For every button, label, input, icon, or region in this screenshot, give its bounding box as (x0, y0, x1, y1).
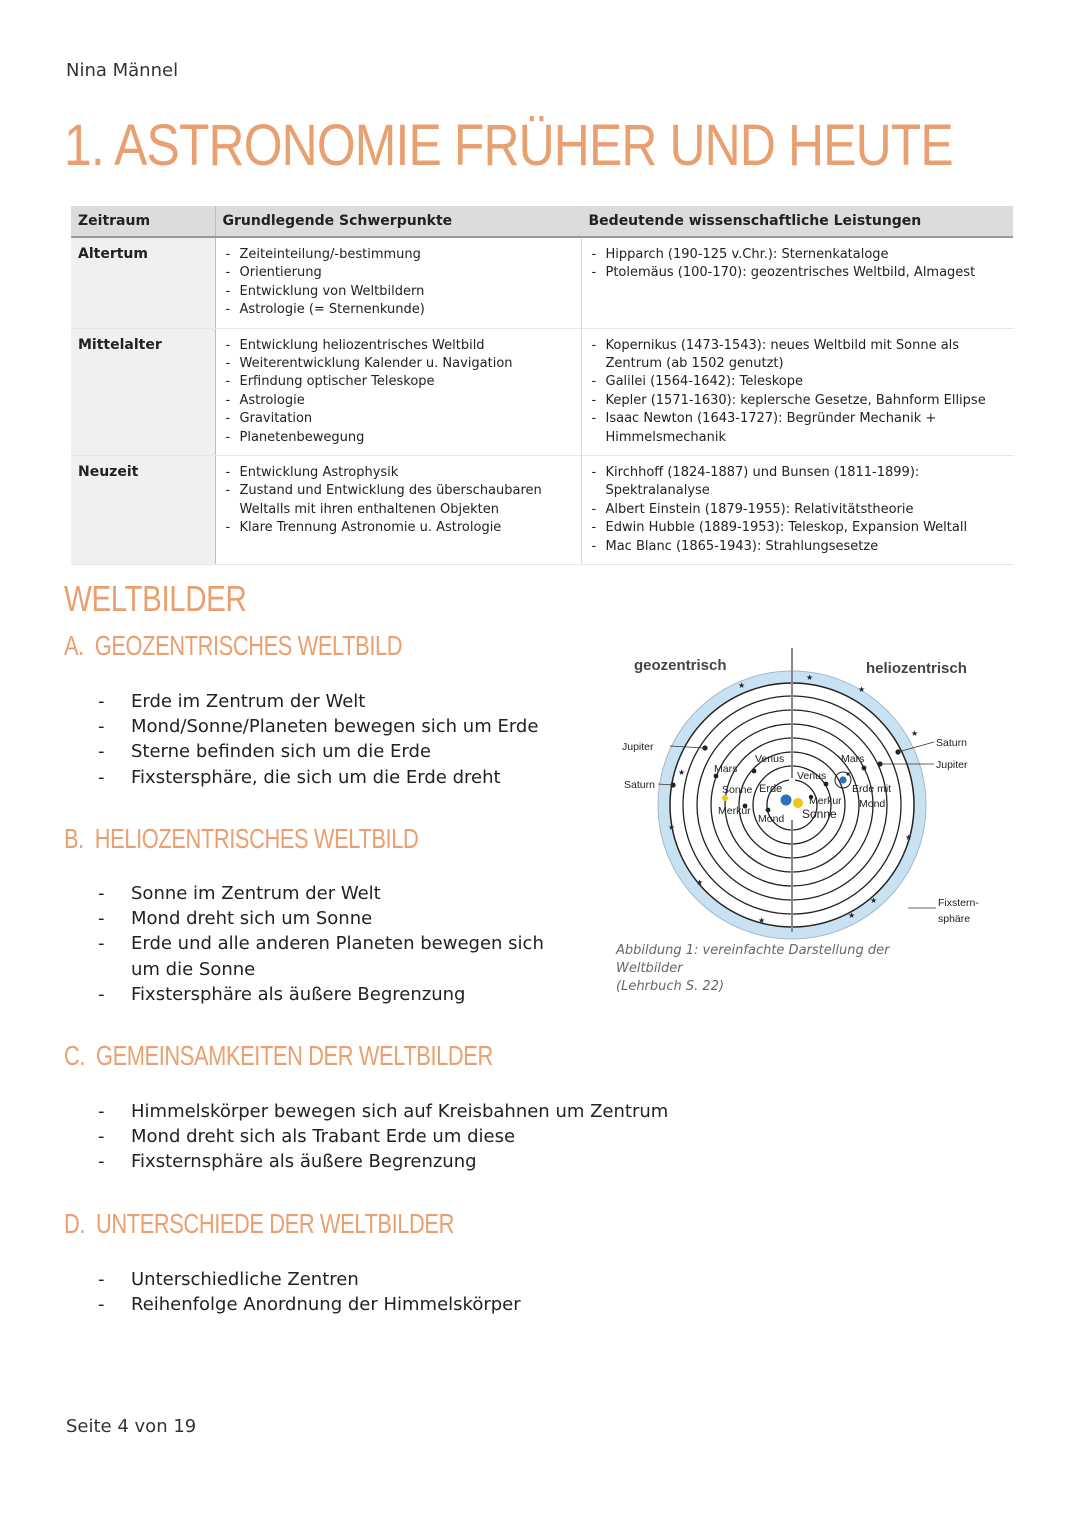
achievements-cell (581, 456, 1013, 565)
star-icon: ★ (758, 916, 766, 925)
list-item: - Unterschiedliche Zentren (96, 1267, 521, 1292)
list-item: - Himmelskörper bewegen sich auf Kreisbahnen um Zentrum (96, 1099, 668, 1124)
star-icon: ★ (858, 685, 866, 694)
star-icon: ★ (696, 878, 704, 887)
list-item: - Zeiteinteilung/-bestimmung (223, 246, 574, 264)
list-item: - Erfindung optischer Teleskope (223, 373, 574, 391)
list-item: - Entwicklung heliozentrisches Weltbild (223, 337, 574, 355)
list-item: - Fixstersphäre als äußere Begrenzung (96, 982, 566, 1007)
helio-label-mond: Mond (859, 798, 886, 810)
author-name: Nina Männel (66, 60, 179, 81)
helio-label-fixstern-line2: sphäre (938, 913, 971, 925)
subheading-text: GEOZENTRISCHES WELTBILD (94, 630, 403, 661)
list-item: - Hipparch (190-125 v.Chr.): Sternenkataloge (589, 246, 1007, 264)
list-item: - Erde im Zentrum der Welt (96, 689, 538, 714)
list-item: - Gravitation (223, 410, 574, 428)
list-item: - Mond dreht sich um Sonne (96, 906, 566, 931)
subheading-heliocentric (64, 823, 418, 855)
geocentric-list (96, 689, 538, 790)
focus-cell (215, 456, 581, 565)
geo-label-jupiter: Jupiter (622, 741, 654, 753)
subheading-text: UNTERSCHIEDE DER WELTBILDER (95, 1208, 454, 1239)
column-header-period: Zeitraum (71, 206, 215, 237)
subheading-letter: B. (64, 823, 84, 854)
star-icon: ★ (806, 673, 814, 682)
geo-label-sonne: Sonne (722, 784, 753, 796)
star-icon: ★ (905, 833, 913, 842)
column-header-focus: Grundlegende Schwerpunkte (215, 206, 581, 237)
differences-list (96, 1267, 521, 1317)
star-icon: ★ (678, 768, 686, 777)
astronomy-epochs-table (71, 206, 1013, 565)
star-icon: ★ (870, 896, 878, 905)
label-heliocentric: heliozentrisch (866, 660, 967, 677)
subheading-text: GEMEINSAMKEITEN DER WELTBILDER (95, 1040, 493, 1071)
helio-label-jupiter: Jupiter (936, 759, 968, 771)
list-item: - Kopernikus (1473-1543): neues Weltbild mit Sonne als Zentrum (ab 1502 genutzt) (589, 337, 1007, 374)
worldview-diagram (612, 640, 1012, 940)
list-item: - Edwin Hubble (1889-1953): Teleskop, Expansion Weltall (589, 519, 1007, 537)
label-geocentric: geozentrisch (634, 657, 727, 674)
list-item: - Mond/Sonne/Planeten bewegen sich um Erde (96, 714, 538, 739)
table-header-row (71, 206, 1013, 237)
helio-label-sonne: Sonne (802, 807, 837, 821)
geo-label-saturn: Saturn (624, 779, 655, 791)
list-item: - Astrologie (= Sternenkunde) (223, 301, 574, 319)
subheading-commonalities (64, 1040, 493, 1072)
helio-label-merkur: Merkur (809, 795, 842, 807)
list-item: - Fixstersphäre, die sich um die Erde dreht (96, 765, 538, 790)
geo-earth-dot (781, 795, 792, 806)
list-item: - Entwicklung von Weltbildern (223, 283, 574, 301)
focus-cell (215, 328, 581, 455)
subheading-letter: D. (64, 1208, 86, 1239)
list-item: - Fixsternsphäre als äußere Begrenzung (96, 1149, 668, 1174)
table-row (71, 237, 1013, 328)
caption-line: Abbildung 1: vereinfachte Darstellung der Weltbilder (616, 943, 890, 976)
geo-venus-dot (752, 769, 757, 774)
column-header-achievements: Bedeutende wissenschaftliche Leistungen (581, 206, 1013, 237)
helio-mars-dot (862, 766, 867, 771)
list-item: - Kepler (1571-1630): keplersche Gesetze, Bahnform Ellipse (589, 392, 1007, 410)
star-icon: ★ (668, 823, 676, 832)
list-item: - Mond dreht sich als Trabant Erde um diese (96, 1124, 668, 1149)
list-item: - Entwicklung Astrophysik (223, 464, 574, 482)
list-item: - Astrologie (223, 392, 574, 410)
page-title: 1. ASTRONOMIE FRÜHER UND HEUTE (64, 113, 953, 178)
achievements-cell (581, 237, 1013, 328)
list-item: - Reihenfolge Anordnung der Himmelskörper (96, 1292, 521, 1317)
helio-moon-dot (846, 772, 849, 775)
helio-label-venus: Venus (797, 770, 827, 782)
period-cell: Altertum (71, 237, 215, 328)
section-heading-weltbilder: WELTBILDER (64, 578, 247, 619)
list-item: - Weiterentwicklung Kalender u. Navigation (223, 355, 574, 373)
helio-label-mars: Mars (841, 753, 865, 765)
star-icon: ★ (848, 911, 856, 920)
list-item: - Mac Blanc (1865-1943): Strahlungsesetze (589, 538, 1007, 556)
geo-label-venus: Venus (755, 753, 785, 765)
commonalities-list (96, 1099, 668, 1175)
period-cell: Mittelalter (71, 328, 215, 455)
heliocentric-list (96, 881, 566, 1007)
list-item: - Orientierung (223, 264, 574, 282)
list-item: - Erde und alle anderen Planeten bewegen sich um die Sonne (96, 931, 566, 981)
list-item: - Isaac Newton (1643-1727): Begründer Mechanik + Himmelsmechanik (589, 410, 1007, 447)
achievements-cell (581, 328, 1013, 455)
list-item: - Klare Trennung Astronomie u. Astrologie (223, 519, 574, 537)
geo-label-mond: Mond (758, 813, 785, 825)
table-row (71, 328, 1013, 455)
helio-venus-dot (824, 782, 829, 787)
geo-label-merkur: Merkur (718, 805, 751, 817)
star-icon: ★ (738, 681, 746, 690)
list-item: - Planetenbewegung (223, 429, 574, 447)
table-row (71, 456, 1013, 565)
caption-line: (Lehrbuch S. 22) (616, 979, 725, 994)
period-cell: Neuzeit (71, 456, 215, 565)
figure-caption (616, 942, 946, 996)
helio-earth-dot (839, 776, 846, 783)
worldview-diagram-svg (612, 640, 1012, 940)
focus-cell (215, 237, 581, 328)
helio-label-erde-mit: Erde mit (852, 783, 892, 795)
geo-label-erde: Erde (759, 783, 783, 795)
list-item: - Sterne befinden sich um die Erde (96, 739, 538, 764)
list-item: - Sonne im Zentrum der Welt (96, 881, 566, 906)
geo-moon-dot (766, 808, 771, 813)
subheading-differences (64, 1208, 454, 1240)
list-item: - Zustand und Entwicklung des überschaubaren Weltalls mit ihren enthaltenen Objekten (223, 482, 574, 519)
helio-label-saturn: Saturn (936, 737, 967, 749)
subheading-geocentric (64, 630, 402, 662)
list-item: - Ptolemäus (100-170): geozentrisches Weltbild, Almagest (589, 264, 1007, 282)
list-item: - Kirchhoff (1824-1887) und Bunsen (1811-1899): Spektralanalyse (589, 464, 1007, 501)
geo-label-mars: Mars (714, 763, 738, 775)
list-item: - Albert Einstein (1879-1955): Relativitätstheorie (589, 501, 1007, 519)
star-icon: ★ (911, 729, 919, 738)
helio-label-fixstern-line1: Fixstern- (938, 897, 979, 909)
list-item: - Galilei (1564-1642): Teleskope (589, 373, 1007, 391)
subheading-letter: A. (64, 630, 84, 661)
subheading-letter: C. (64, 1040, 86, 1071)
page-number: Seite 4 von 19 (66, 1416, 197, 1437)
subheading-text: HELIOZENTRISCHES WELTBILD (94, 823, 419, 854)
